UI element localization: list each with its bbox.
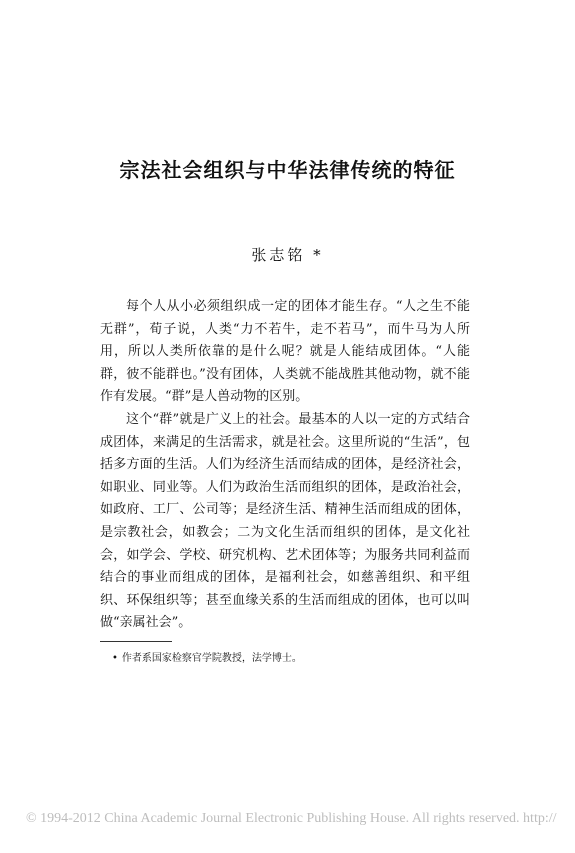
body-paragraph-1: 每个人从小必须组织成一定的团体才能生存。“人之生不能无群”，荀子说，人类“力不若牛，走不若马”，而牛马为人所用，所以人类所依靠的是什么呢？就是人能结成团体。“人能群，彼不能群也。”没有团体，人类就不能战胜其他动物，就不能作有发展。“群”是人兽动物的区别。 xyxy=(100,299,470,405)
footnote-mark: • xyxy=(112,653,118,664)
article-author: 张志铭 * xyxy=(251,246,324,264)
article-body xyxy=(100,296,470,635)
footnote xyxy=(112,652,472,666)
article-title: 宗法社会组织与中华法律传统的特征 xyxy=(119,158,456,182)
body-paragraph-2: 这个“群”就是广义上的社会。最基本的人以一定的方式结合成团体，来满足的生活需求，就是社会。这里所说的“生活”，包括多方面的生活。人们为经济生活而结成的团体，是经济社会，如职业、同业等。人们为政治生活而组织的团体，是政治社会，如政府、工厂、公司等；是经济生活、精神生活而组成的团体，是宗教社会，如教会；二为文化生活而组织的团体，是文化社会，如学会、学校、研究机构、艺术团体等；为服务共同利益而结合的事业而组成的团体，是福利社会，如慈善组织、和平组织、环保组织等；甚至血缘关系的生活而组成的团体，也可以叫做“亲属社会”。 xyxy=(100,411,470,631)
footnote-divider xyxy=(100,641,172,642)
footnote-text: 作者系国家检察官学院教授，法学博士。 xyxy=(121,653,302,664)
copyright-notice: © 1994-2012 China Academic Journal Electronic Publishing House. All rights reserved. http:// xyxy=(26,811,557,826)
